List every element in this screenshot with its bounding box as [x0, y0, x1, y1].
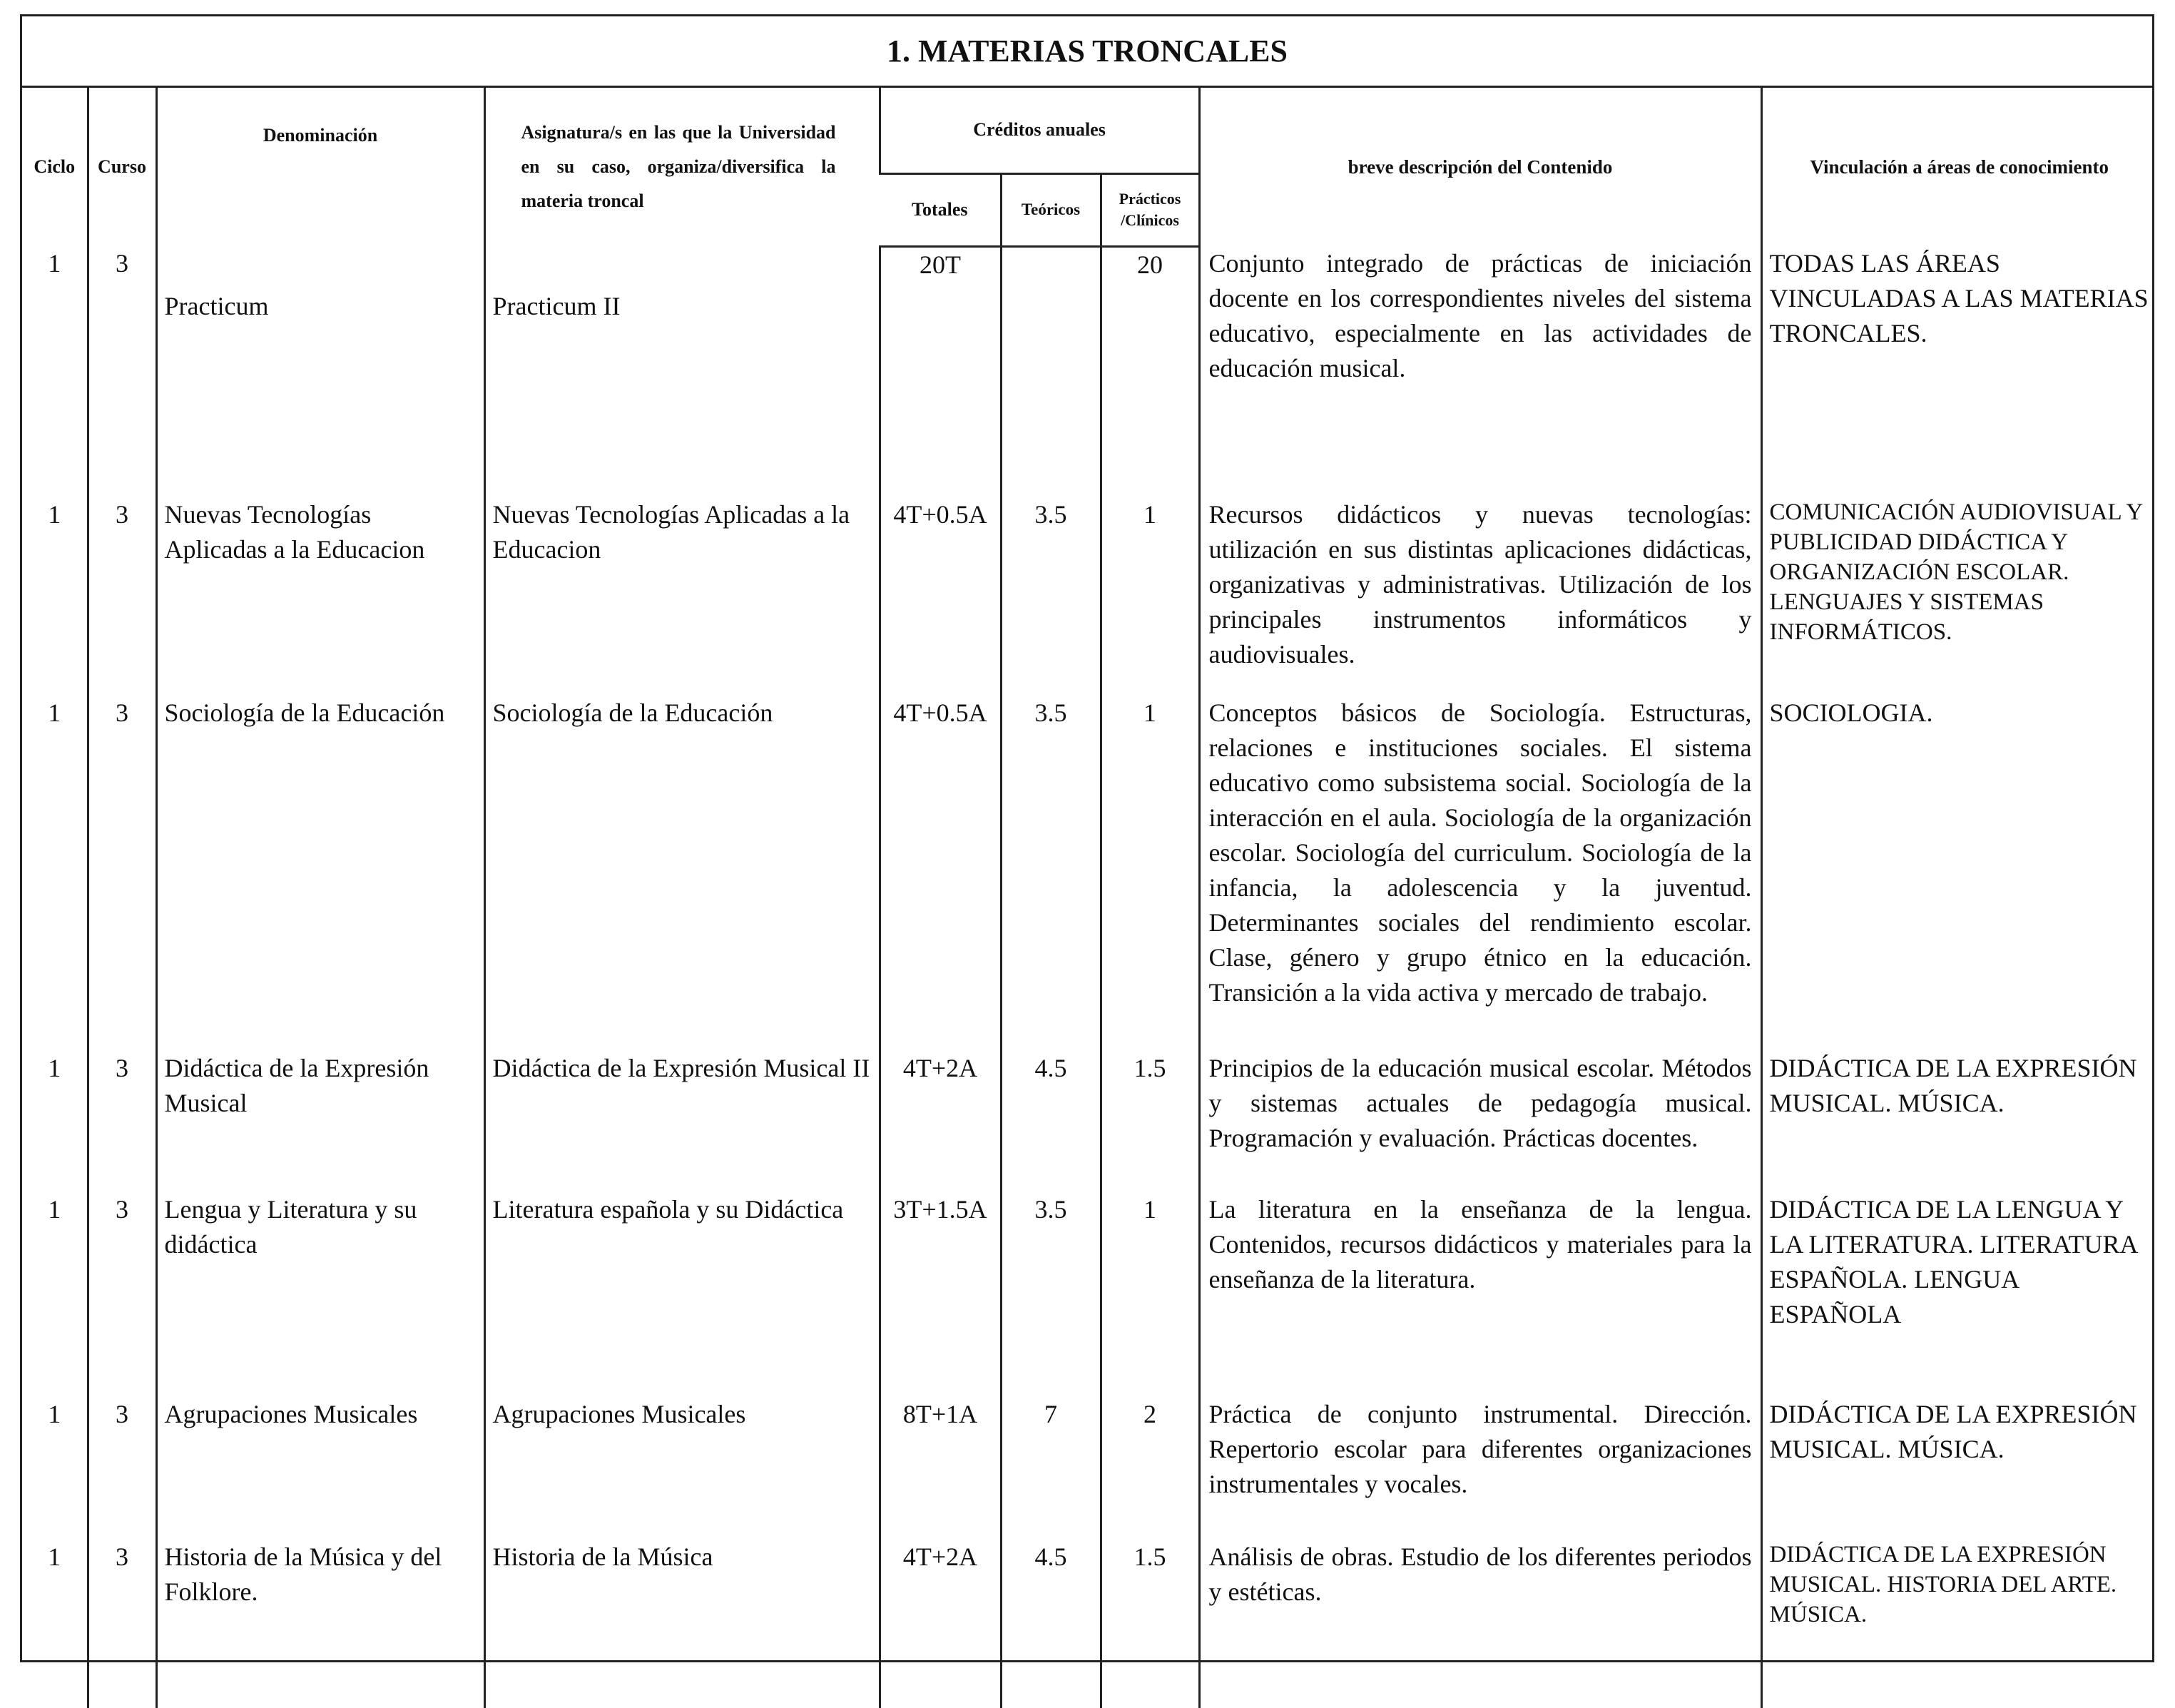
cell-ciclo: 1 [48, 249, 61, 278]
cell-descripcion: Conjunto integrado de prácticas de iniciación docente en los correspondientes niveles del sistema educativo, especialmente en las actividades de educación musical. [1199, 246, 1761, 460]
cell-teoricos: 4.5 [1001, 1508, 1101, 1708]
header-vinculacion: Vinculación a áreas de conocimiento [1761, 88, 2156, 246]
cell-practicos: 2 [1101, 1367, 1199, 1508]
cell-curso: 3 [88, 1044, 156, 1185]
cell-curso: 3 [88, 246, 156, 460]
cell-vinculacion: SOCIOLOGIA. [1761, 687, 2156, 1044]
header-practicos: Prácticos /Clínicos [1101, 173, 1199, 246]
cell-teoricos: 7 [1001, 1367, 1101, 1508]
table-row [22, 1508, 2156, 1708]
header-asignatura: Asignatura/s en las que la Universidad en su caso, organiza/diversifica la materia troncal [484, 88, 880, 246]
header-ciclo: Ciclo [34, 156, 76, 177]
cell-vinculacion: DIDÁCTICA DE LA LENGUA Y LA LITERATURA. LITERATURA ESPAÑOLA. LENGUA ESPAÑOLA [1761, 1185, 2156, 1367]
table-row [22, 1185, 2156, 1367]
cell-descripcion: Análisis de obras. Estudio de los diferentes periodos y estéticas. [1199, 1508, 1761, 1708]
table-row [22, 1367, 2156, 1508]
cell-denominacion: Agrupaciones Musicales [156, 1367, 484, 1508]
header-curso: Curso [88, 88, 156, 246]
cell-curso: 3 [88, 460, 156, 687]
cell-asignatura: Sociología de la Educación [484, 687, 880, 1044]
cell-practicos: 20 [1101, 246, 1199, 460]
cell-practicos: 1.5 [1101, 1508, 1199, 1708]
cell-denominacion: Lengua y Literatura y su didáctica [156, 1185, 484, 1367]
cell-asignatura: Didáctica de la Expresión Musical II [484, 1044, 880, 1185]
cell-totales: 3T+1.5A [880, 1185, 1001, 1367]
table-row [22, 246, 2156, 460]
cell-practicos: 1 [1101, 687, 1199, 1044]
cell-vinculacion: DIDÁCTICA DE LA EXPRESIÓN MUSICAL. HISTORIA DEL ARTE. MÚSICA. [1761, 1508, 2156, 1708]
cell-asignatura: Literatura española y su Didáctica [484, 1185, 880, 1367]
cell-teoricos: 3.5 [1001, 460, 1101, 687]
cell-asignatura: Historia de la Música [484, 1508, 880, 1708]
cell-practicos: 1.5 [1101, 1044, 1199, 1185]
table-row [22, 460, 2156, 687]
cell-totales: 4T+2A [880, 1508, 1001, 1708]
cell-ciclo: 1 [48, 500, 61, 529]
cell-asignatura: Practicum II [484, 246, 880, 460]
cell-ciclo: 1 [48, 1400, 61, 1428]
cell-asignatura: Agrupaciones Musicales [484, 1367, 880, 1508]
cell-curso: 3 [88, 1508, 156, 1708]
cell-denominacion: Didáctica de la Expresión Musical [156, 1044, 484, 1185]
cell-totales: 4T+2A [880, 1044, 1001, 1185]
cell-descripcion: Práctica de conjunto instrumental. Dirección. Repertorio escolar para diferentes organizaciones instrumentales y vocales. [1199, 1367, 1761, 1508]
cell-totales: 20T [880, 246, 1001, 460]
cell-asignatura: Nuevas Tecnologías Aplicadas a la Educacion [484, 460, 880, 687]
cell-ciclo: 1 [48, 1054, 61, 1082]
cell-ciclo: 1 [48, 1195, 61, 1224]
document-table-frame [20, 14, 2154, 1662]
cell-denominacion: Practicum [156, 246, 484, 460]
cell-totales: 4T+0.5A [880, 460, 1001, 687]
cell-teoricos [1001, 246, 1101, 460]
cell-denominacion: Nuevas Tecnologías Aplicadas a la Educacion [156, 460, 484, 687]
materias-table [22, 88, 2156, 1708]
cell-descripcion: La literatura en la enseñanza de la lengua. Contenidos, recursos didácticos y materiales para la enseñanza de la literatura. [1199, 1185, 1761, 1367]
cell-totales: 4T+0.5A [880, 687, 1001, 1044]
cell-teoricos: 4.5 [1001, 1044, 1101, 1185]
cell-practicos: 1 [1101, 1185, 1199, 1367]
page-title: 1. MATERIAS TRONCALES [22, 16, 2152, 88]
cell-denominacion: Sociología de la Educación [156, 687, 484, 1044]
header-totales: Totales [880, 173, 1001, 246]
cell-totales: 8T+1A [880, 1367, 1001, 1508]
cell-descripcion: Principios de la educación musical escolar. Métodos y sistemas actuales de pedagogía musical. Programación y evaluación. Prácticas docentes. [1199, 1044, 1761, 1185]
cell-practicos: 1 [1101, 460, 1199, 687]
cell-descripcion: Recursos didácticos y nuevas tecnologías: utilización en sus distintas aplicaciones didácticas, organizativas y administrativas. Utilización de los principales instrumentos informáticos y audiovisuales. [1199, 460, 1761, 687]
cell-vinculacion: DIDÁCTICA DE LA EXPRESIÓN MUSICAL. MÚSICA. [1761, 1367, 2156, 1508]
cell-descripcion: Conceptos básicos de Sociología. Estructuras, relaciones e instituciones sociales. El sistema educativo como subsistema social. Sociología de la interacción en el aula. Sociología de la organización escolar. Sociología del curriculum. Sociología de la infancia, la adolescencia y la juventud. Determinantes sociales del rendimiento escolar. Clase, género y grupo étnico en la educación. Transición a la vida activa y mercado de trabajo. [1199, 687, 1761, 1044]
cell-curso: 3 [88, 687, 156, 1044]
cell-curso: 3 [88, 1185, 156, 1367]
cell-vinculacion: DIDÁCTICA DE LA EXPRESIÓN MUSICAL. MÚSICA. [1761, 1044, 2156, 1185]
table-row [22, 687, 2156, 1044]
header-creditos-anuales: Créditos anuales [880, 88, 1199, 173]
table-row [22, 1044, 2156, 1185]
cell-vinculacion: COMUNICACIÓN AUDIOVISUAL Y PUBLICIDAD DIDÁCTICA Y ORGANIZACIÓN ESCOLAR. LENGUAJES Y SISTEMAS INFORMÁTICOS. [1761, 460, 2156, 687]
header-denominacion: Denominación [156, 88, 484, 246]
cell-vinculacion: TODAS LAS ÁREAS VINCULADAS A LAS MATERIAS TRONCALES. [1761, 246, 2156, 460]
header-teoricos: Teóricos [1001, 173, 1101, 246]
cell-ciclo: 1 [48, 1542, 61, 1571]
cell-denominacion: Historia de la Música y del Folklore. [156, 1508, 484, 1708]
cell-curso: 3 [88, 1367, 156, 1508]
cell-ciclo: 1 [48, 698, 61, 727]
header-descripcion: breve descripción del Contenido [1199, 88, 1761, 246]
cell-teoricos: 3.5 [1001, 1185, 1101, 1367]
cell-teoricos: 3.5 [1001, 687, 1101, 1044]
